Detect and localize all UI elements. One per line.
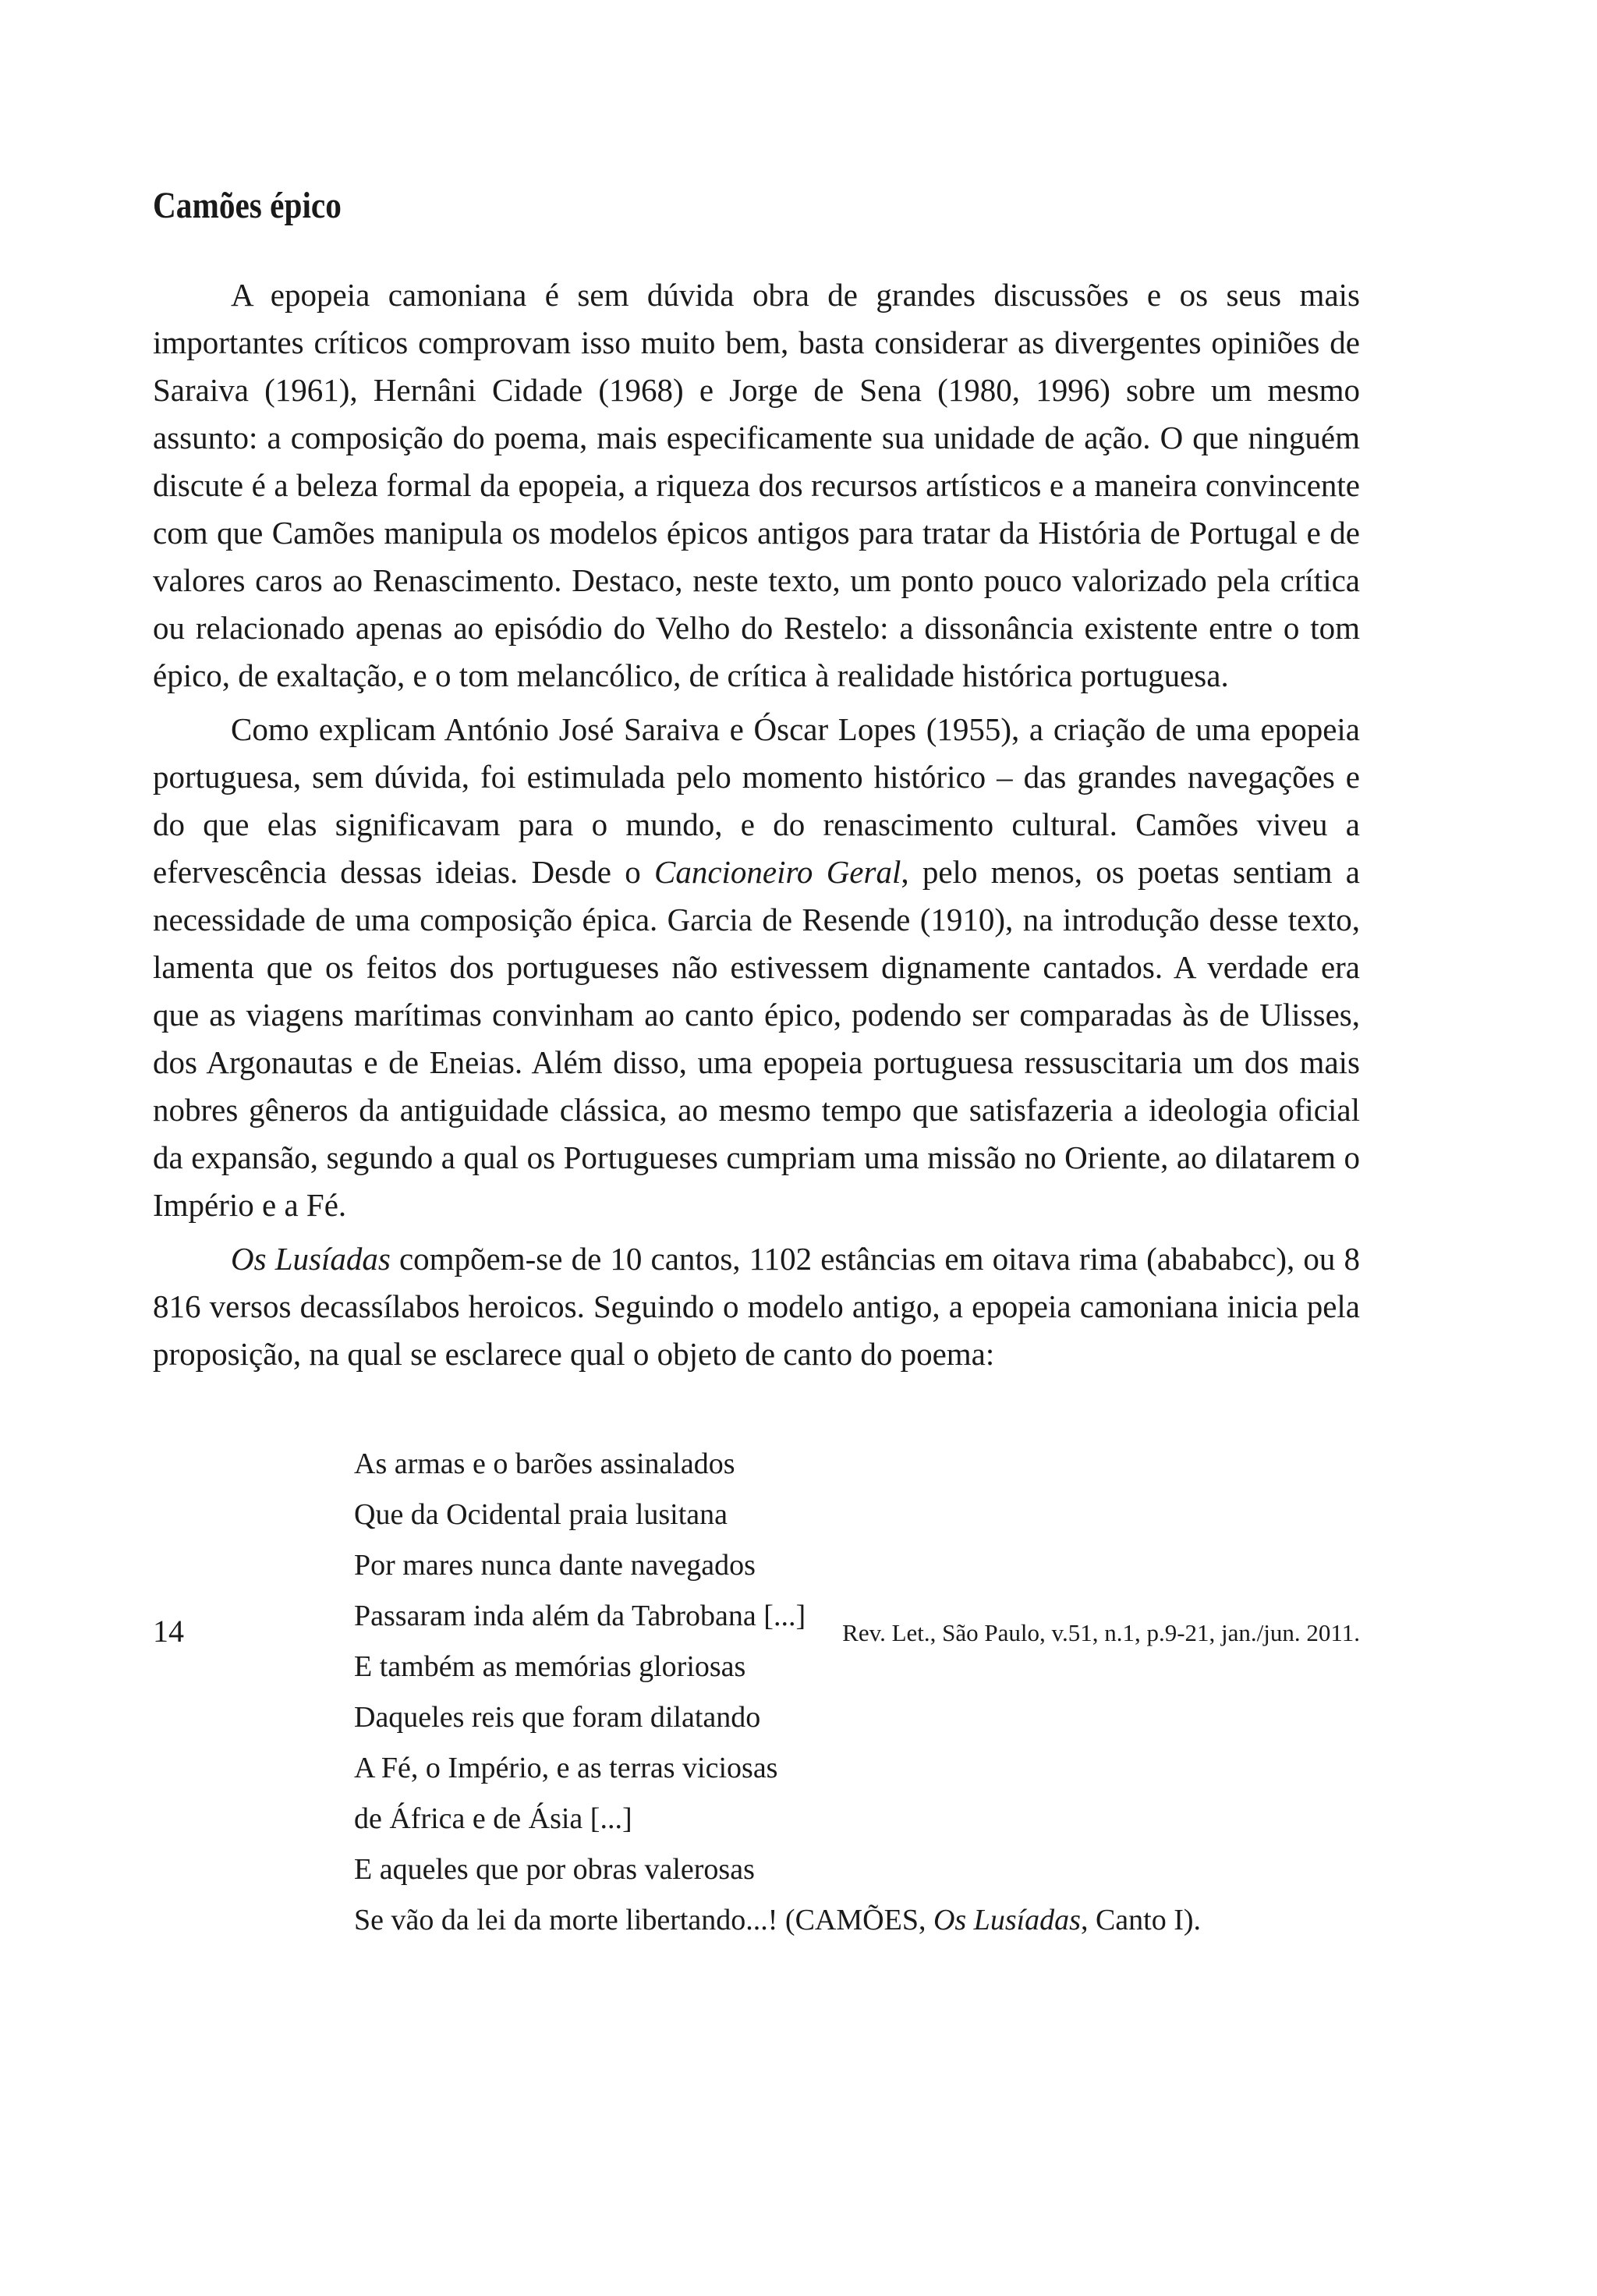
poem-last-line-italic: Os Lusíadas (933, 1904, 1081, 1936)
page-number: 14 (153, 1614, 184, 1649)
poem-quote (354, 1439, 1360, 1946)
paragraph-2 (153, 706, 1360, 1229)
poem-line: E também as memórias gloriosas (354, 1650, 746, 1683)
paragraph-1-text: A epopeia camoniana é sem dúvida obra de grandes discussões e os seus mais importantes críticos comprovam isso muito bem, basta considerar as divergentes opiniões de Saraiva (1961), Hernâni Cidade (1968) e Jorge de Sena (1980, 1996) sobre um mesmo assunto: a composição do poema, mais especificamente sua unidade de ação. O que ninguém discute é a beleza formal da epopeia, a riqueza dos recursos artísticos e a maneira convincente com que Camões manipula os modelos épicos antigos para tratar da História de Portugal e de valores caros ao Renascimento. Destaco, neste texto, um ponto pouco valorizado pela crítica ou relacionado apenas ao episódio do Velho do Restelo: a dissonância existente entre o tom épico, de exaltação, e o tom melancólico, de crítica à realidade histórica portuguesa. (153, 277, 1360, 693)
paragraph-3-italic-title: Os Lusíadas (231, 1241, 391, 1277)
poem-line: E aqueles que por obras valerosas (354, 1853, 755, 1886)
poem-line: As armas e o barões assinalados (354, 1447, 735, 1480)
paragraph-2-text-before: Como explicam António José Saraiva e Óscar Lopes (1955), a criação de uma epopeia portuguesa, sem dúvida, foi estimulada pelo momento histórico – das grandes navegações e do que elas significavam para o mundo, e do renascimento cultural. Camões viveu a efervescência dessas ideias. Desde o (153, 711, 1360, 890)
poem-last-line (354, 1895, 1360, 1946)
paragraph-2-italic-title: Cancioneiro Geral (653, 854, 901, 890)
poem-line: Que da Ocidental praia lusitana (354, 1498, 728, 1531)
paragraph-3 (153, 1235, 1360, 1378)
poem-line: Passaram inda além da Tabrobana [...] (354, 1600, 806, 1632)
paragraph-2-text-after: , pelo menos, os poetas sentiam a necessidade de uma composição épica. Garcia de Resende (1910), na introdução desse texto, lamenta que os feitos dos portugueses não estivessem dignamente cantados. A verdade era que as viagens marítimas convinham ao canto épico, podendo ser comparadas às de Ulisses, dos Argonautas e de Eneias. Além disso, uma epopeia portuguesa ressuscitaria um dos mais nobres gêneros da antiguidade clássica, ao mesmo tempo que satisfazeria a ideologia oficial da expansão, segundo a qual os Portugueses cumpriam uma missão no Oriente, ao dilatarem o Império e a Fé. (153, 854, 1360, 1223)
page-footer (153, 1613, 1360, 1652)
poem-last-line-before: Se vão da lei da morte libertando...! (CAMÕES, (354, 1904, 933, 1936)
section-title: Camões épico (153, 185, 342, 226)
poem-line: A Fé, o Império, e as terras viciosas (354, 1752, 778, 1784)
poem-line: Daqueles reis que foram dilatando (354, 1701, 761, 1734)
page-content (153, 187, 1360, 1946)
journal-reference: Rev. Let., São Paulo, v.51, n.1, p.9-21, jan./jun. 2011. (842, 1619, 1360, 1646)
poem-line: Por mares nunca dante navegados (354, 1549, 756, 1582)
poem-last-line-after: , Canto I). (1080, 1904, 1202, 1936)
paragraph-3-text-after: compõem-se de 10 cantos, 1102 estâncias em oitava rima (abababcc), ou 8 816 versos decassílabos heroicos. Seguindo o modelo antigo, a epopeia camoniana inicia pela proposição, na qual se esclarece qual o objeto de canto do poema: (153, 1241, 1360, 1372)
paragraph-1 (153, 271, 1360, 700)
poem-line: de África e de Ásia [...] (354, 1802, 632, 1835)
